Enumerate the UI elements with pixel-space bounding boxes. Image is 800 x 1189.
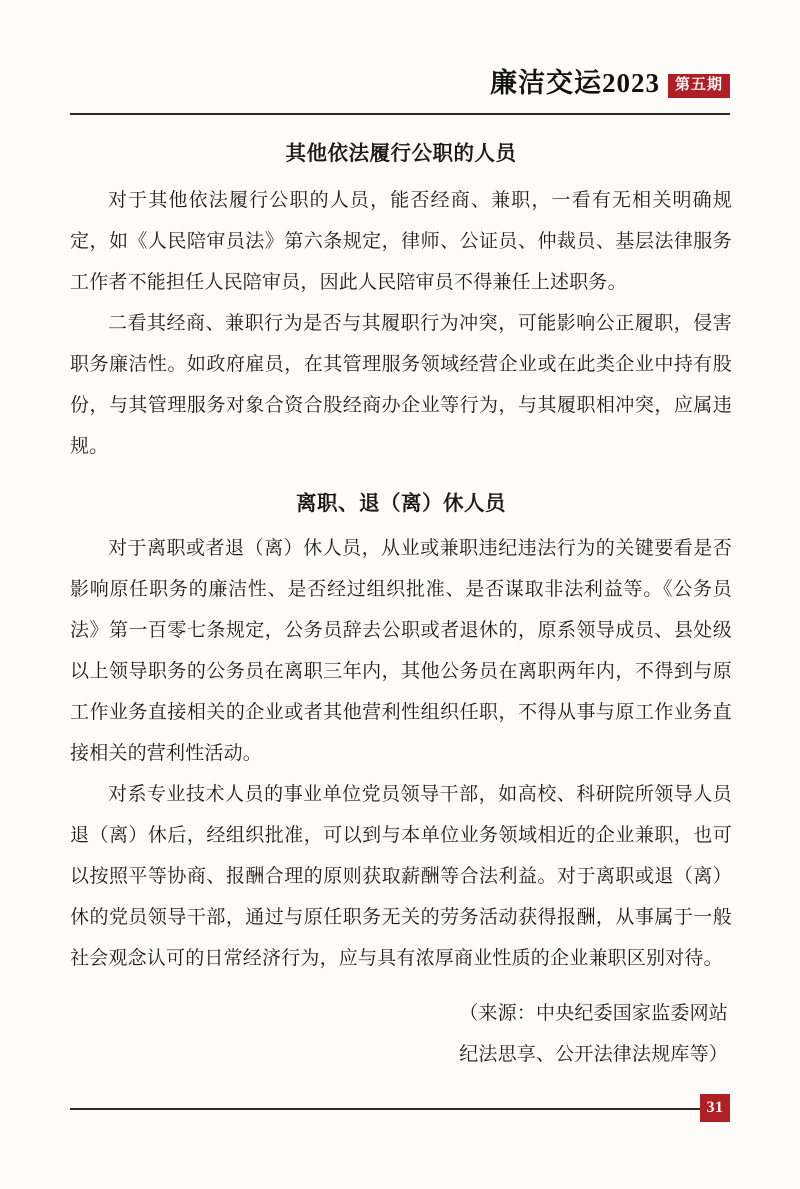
section-heading-1: 其他依法履行公职的人员 [285, 143, 517, 165]
issue-badge: 第五期 [668, 74, 730, 98]
paragraph: 对系专业技术人员的事业单位党员领导干部，如高校、科研院所领导人员退（离）休后，经组织批准，可以到与本单位业务领域相近的企业兼职，也可以按照平等协商、报酬合理的原则获取薪酬等合法利益。对于离职或退（离）休的党员领导干部，通过与原任职务无关的劳务活动获得报酬，从事属于一般社会观念认可的日常经济行为，应与具有浓厚商业性质的企业兼职区别对待。 [70, 783, 732, 969]
footer-divider [70, 1108, 730, 1110]
publication-title: 廉洁交运2023 [489, 68, 660, 98]
header-divider [70, 113, 730, 115]
page-number-badge: 31 [700, 1094, 730, 1122]
paragraph: 对于其他依法履行公职的人员，能否经商、兼职，一看有无相关明确规定，如《人民陪审员法》第六条规定，律师、公证员、仲裁员、基层法律服务工作者不能担任人民陪审员，因此人民陪审员不得兼任上述职务。 [70, 189, 732, 293]
document-body [70, 131, 732, 1075]
paragraph: 二看其经商、兼职行为是否与其履职行为冲突，可能影响公正履职，侵害职务廉洁性。如政府雇员，在其管理服务领域经营企业或在此类企业中持有股份，与其管理服务对象合资合股经商办企业等行为，与其履职相冲突，应属违规。 [70, 312, 732, 457]
source-attribution [70, 993, 732, 1075]
section-heading-2: 离职、退（离）休人员 [296, 492, 506, 515]
source-line-2: 纪法思享、公开法律法规库等） [459, 1043, 728, 1065]
source-line-1: （来源：中央纪委国家监委网站 [459, 1002, 728, 1024]
page-header [70, 70, 730, 99]
paragraph: 对于离职或者退（离）休人员，从业或兼职违纪违法行为的关键要看是否影响原任职务的廉洁性、是否经过组织批准、是否谋取非法利益等。《公务员法》第一百零七条规定，公务员辞去公职或者退休的，原系领导成员、县处级以上领导职务的公务员在离职三年内，其他公务员在离职两年内，不得到与原工作业务直接相关的企业或者其他营利性组织任职，不得从事与原工作业务直接相关的营利性活动。 [70, 537, 732, 764]
